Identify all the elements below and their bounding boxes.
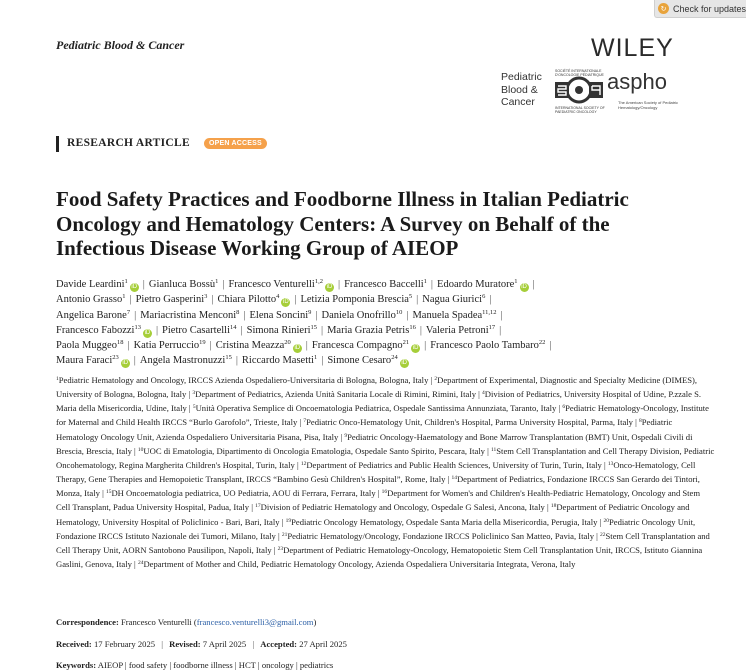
author-separator: | xyxy=(337,279,341,290)
author-separator: | xyxy=(129,294,132,306)
article-type-bar xyxy=(56,136,59,152)
affiliation-number: 24 xyxy=(137,560,144,567)
author[interactable] xyxy=(217,294,290,305)
author-affiliation-number: 21 xyxy=(402,339,410,347)
author[interactable] xyxy=(437,279,529,290)
author[interactable] xyxy=(56,355,130,366)
author-affiliation-number: 1 xyxy=(215,278,219,285)
author-affiliation-number: 11,12 xyxy=(482,308,497,316)
author-separator: | xyxy=(305,340,308,352)
author-separator: | xyxy=(222,279,225,290)
author-separator: | xyxy=(532,279,535,290)
affiliation-text: Pediatric Onco-Hematology Unit, Children's Hospital, Parma University Hospital, Parma, Italy xyxy=(306,417,633,428)
affiliation-separator: | xyxy=(279,516,286,527)
article-title: Food Safety Practices and Foodborne Illness in Italian Pediatric Oncology and Hematology Centers: A Survey on Behalf of the Infectious Disease Working Group of AIEOP xyxy=(56,187,629,260)
author-name: Simone Cesaro xyxy=(327,355,392,367)
author-affiliation-number: 9 xyxy=(308,308,312,316)
author-name: Elena Soncini xyxy=(249,309,309,321)
affiliation-number: 12 xyxy=(300,460,307,467)
affiliation-text: Stem Cell Transplantation and Cell Therapy Unit, AORN Santobono Pausilipon, Napoli, Italy xyxy=(56,530,710,555)
wiley-logo: WILEY xyxy=(591,34,674,62)
update-icon: ↻ xyxy=(658,3,669,14)
author[interactable] xyxy=(56,310,130,321)
affiliation-separator: | xyxy=(297,417,304,428)
affiliation-separator: | xyxy=(428,375,435,385)
author[interactable] xyxy=(300,294,412,305)
affiliation-separator: | xyxy=(131,559,138,570)
author-name: Manuela Spadea xyxy=(412,309,483,321)
affiliation-text: Pediatric Oncology Hematology, Ospedale Santa Maria della Misericordia, Perugia, Italy xyxy=(291,516,598,527)
keyword[interactable]: food safety xyxy=(128,660,168,670)
author[interactable] xyxy=(56,340,123,351)
affiliation-number: 22 xyxy=(600,531,606,538)
author-name: Paola Muggeo xyxy=(56,340,117,352)
affiliation-number: 20 xyxy=(603,517,609,524)
author-name: Francesca Compagno xyxy=(311,340,403,352)
affiliation-separator: | xyxy=(544,502,551,513)
affiliation-number: 5 xyxy=(192,404,196,411)
author-separator: | xyxy=(211,294,214,306)
affiliation-number: 9 xyxy=(344,432,348,439)
author-separator: | xyxy=(155,324,159,336)
author-name: Maura Faraci xyxy=(56,355,113,367)
author[interactable] xyxy=(56,294,125,305)
author[interactable] xyxy=(422,294,485,305)
check-for-updates-label: Check for updates xyxy=(673,3,746,14)
author[interactable] xyxy=(56,325,152,336)
author-separator: | xyxy=(127,340,130,352)
affiliation-number: 18 xyxy=(550,503,557,510)
affiliation-text: Pediatric Hematology/Oncology, Fondazione IRCCS Policlinico San Matteo, Pavia, Italy xyxy=(287,530,594,541)
affiliation-separator: | xyxy=(445,474,452,485)
author-separator: | xyxy=(424,340,427,352)
author-separator: | xyxy=(243,309,246,321)
author-name: Simona Rinieri xyxy=(246,324,311,336)
author-separator: | xyxy=(489,294,492,306)
aspho-subtitle: The American Society of Pediatric Hematology/Oncology xyxy=(618,100,679,110)
author-separator: | xyxy=(500,309,503,321)
affiliation-text: Pediatric Oncology-Haematology and Bone Marrow Transplantation (BMT) Unit, Ospedali Civili di Brescia, Brescia, Italy xyxy=(56,431,693,456)
keyword-separator: | xyxy=(232,660,239,670)
affiliation-separator: | xyxy=(294,459,301,470)
affiliation-separator: | xyxy=(186,403,193,414)
author-affiliation-number: 17 xyxy=(488,323,496,331)
check-for-updates-button[interactable] xyxy=(654,0,746,18)
author-separator: | xyxy=(209,340,212,352)
author-separator: | xyxy=(430,279,434,290)
author[interactable] xyxy=(242,355,317,366)
affiliation-separator: | xyxy=(249,502,256,513)
affiliation-separator: | xyxy=(338,431,345,442)
author-affiliation-number: 14 xyxy=(230,323,237,331)
keyword-separator: | xyxy=(293,660,300,670)
author-separator: | xyxy=(294,294,297,306)
author-separator: | xyxy=(416,294,419,306)
author-affiliation-number: 1 xyxy=(313,354,318,362)
affiliation-text: Pediatric Hematology Oncology Unit, Azienda Ospedaliero Universitaria Pisana, Pisa, Italy xyxy=(56,417,673,442)
author-name: Angelica Barone xyxy=(56,309,127,321)
orcid-icon[interactable]: iD xyxy=(326,284,333,290)
author-separator: | xyxy=(406,309,409,321)
affiliation-separator: | xyxy=(476,389,483,400)
author-affiliation-number: 1 xyxy=(122,293,126,301)
orcid-icon[interactable]: iD xyxy=(521,284,527,290)
open-access-badge: OPEN ACCESS xyxy=(204,138,267,149)
orcid-icon[interactable]: iD xyxy=(144,329,151,336)
author-affiliation-number: 5 xyxy=(408,293,413,301)
affiliation-number: 17 xyxy=(255,503,261,510)
affiliation-number: 7 xyxy=(303,418,307,425)
affiliation-number: 10 xyxy=(137,446,144,453)
author-affiliation-number: 23 xyxy=(112,354,119,362)
author-name: Antonio Grasso xyxy=(56,294,123,306)
author-affiliation-number: 15 xyxy=(225,354,232,362)
affiliation-separator: | xyxy=(99,488,106,499)
affiliation-number: 8 xyxy=(638,418,642,425)
affiliation-text: Department of Pediatric Hematology-Oncology, Hematopoietic Stem Cell Transplantation Unit, IRCCS, Istituto Giannina Gaslini, Genova, Italy xyxy=(56,544,703,570)
author-affiliation-number: 1 xyxy=(423,278,427,285)
keyword-separator: | xyxy=(167,660,174,670)
author-separator: | xyxy=(419,324,422,336)
author-separator: | xyxy=(235,355,238,367)
affiliation-separator: | xyxy=(594,530,601,541)
article-type: RESEARCH ARTICLE xyxy=(67,137,190,149)
author[interactable] xyxy=(136,294,208,305)
author-affiliation-number: 10 xyxy=(395,308,403,316)
author[interactable] xyxy=(56,279,139,290)
author[interactable] xyxy=(327,355,408,366)
author-affiliation-number: 15 xyxy=(310,323,317,331)
author[interactable] xyxy=(247,325,317,336)
author-affiliation-number: 1 xyxy=(124,278,128,285)
affiliation-number: 4 xyxy=(482,390,485,397)
correspondence-label: Correspondence: xyxy=(56,617,119,627)
author-affiliation-number: 13 xyxy=(134,323,141,331)
orcid-icon[interactable]: iD xyxy=(294,345,301,352)
author-separator: | xyxy=(499,324,502,336)
journal-name: Pediatric Blood & Cancer xyxy=(56,38,185,52)
keyword-separator: | xyxy=(122,660,129,670)
author-affiliation-number: 1,2 xyxy=(314,278,323,285)
affiliation-separator: | xyxy=(632,417,639,428)
affiliation-text: Department of Pediatrics and Public Health Sciences, University of Turin, Turin, Italy xyxy=(306,459,602,470)
revised-date: 7 April 2025 xyxy=(202,639,247,649)
affiliation-number: 11 xyxy=(490,446,497,453)
affiliation-text: Department of Pediatrics, Fondazione IRCCS San Gerardo dei Tintori, Monza, Italy xyxy=(56,474,700,499)
affiliation-text: Division of Pediatrics, University Hospital of Udine, P.zzale S. Maria della Misericordia, Udine, Italy xyxy=(56,389,702,414)
author-name: Daniela Onofrillo xyxy=(321,309,396,321)
affiliation-separator: | xyxy=(484,445,491,456)
author-separator: | xyxy=(134,309,137,321)
keyword[interactable]: AIEOP xyxy=(97,660,123,670)
author-affiliation-number: 18 xyxy=(116,339,124,347)
affiliation-number: 23 xyxy=(277,545,284,552)
author[interactable] xyxy=(162,325,236,336)
affiliation-text: Onco-Hematology, Cell Therapy, Gene Therapies and Hemopoietic Transplant, IRCCS “Bambino Gesù Children's Hospital”, Rome, Italy xyxy=(56,459,696,485)
author-separator: | xyxy=(133,355,136,367)
author-separator: | xyxy=(315,309,318,321)
author-affiliation-number: 19 xyxy=(199,339,206,347)
siop-caption-top: SOCIÉTÉ INTERNATIONALE D'ONCOLOGIE PÉDIATRIQUE xyxy=(555,69,604,77)
affiliation-number: 13 xyxy=(607,460,614,467)
author-affiliation-number: 20 xyxy=(284,339,291,347)
affiliation-text: UOC di Ematologia, Dipartimento di Oncologia Ematologia, Ospedale Santo Spirito, Pescara, Italy xyxy=(143,445,485,456)
pbc-line: Cancer xyxy=(501,96,535,108)
author-name: Edoardo Muratore xyxy=(437,279,515,290)
author-affiliation-number: 16 xyxy=(409,323,416,331)
author[interactable] xyxy=(216,340,302,351)
affiliation-text: Unità Operativa Semplice di Oncoematologia Pediatrica, Ospedale Santissima Annunziata, Taranto, Italy xyxy=(195,403,557,414)
keyword[interactable]: oncology xyxy=(261,660,294,670)
author-name: Pietro Gasperini xyxy=(135,294,205,306)
author-affiliation-number: 6 xyxy=(482,293,486,301)
author-name: Katia Perruccio xyxy=(133,340,200,352)
author-name: Cristina Meazza xyxy=(215,340,285,352)
orcid-icon[interactable]: iD xyxy=(131,284,138,290)
affiliation-text: Department of Pediatric Oncology and Hematology, University Hospital of Policlinico - Bari, Bari, Italy xyxy=(56,502,690,527)
affiliation-text: Pediatric Oncology Unit, Fondazione IRCCS Istituto Nazionale dei Tumori, Milano, Italy xyxy=(56,516,696,541)
siop-caption-bottom: INTERNATIONAL SOCIETY OF PAEDIATRIC ONCOLOGY xyxy=(555,106,605,114)
keyword-items xyxy=(98,660,333,670)
author-name: Riccardo Masetti xyxy=(241,355,314,367)
keywords xyxy=(56,660,333,670)
revised-label: Revised: xyxy=(169,639,201,649)
affiliation-separator: | xyxy=(271,544,278,555)
author-name: Pietro Casartelli xyxy=(162,324,230,336)
author-name: Mariacristina Menconi xyxy=(140,309,237,321)
siop-logo xyxy=(553,70,605,110)
author-name: Gianluca Bossù xyxy=(148,279,216,290)
author[interactable] xyxy=(430,340,545,351)
author[interactable] xyxy=(327,325,416,336)
correspondence: Correspondence: Francesco Venturelli (francesco.venturelli3@gmail.com) xyxy=(56,617,317,627)
affiliation-separator: | xyxy=(186,389,193,400)
author-separator: | xyxy=(142,279,145,290)
affiliation-number: 1 xyxy=(56,376,59,382)
received-label: Received: xyxy=(56,639,92,649)
author-name: Davide Leardini xyxy=(56,279,125,290)
author[interactable] xyxy=(228,279,334,290)
author[interactable] xyxy=(149,279,218,290)
affiliation-text: Pediatric Hematology and Oncology, IRCCS Azienda Ospedaliero-Universitaria di Bologna, Bologna, Italy xyxy=(58,375,429,385)
author-name: Francesco Fabozzi xyxy=(56,324,135,336)
author[interactable] xyxy=(412,310,496,321)
affiliation-list xyxy=(56,373,716,571)
affiliation-number: 6 xyxy=(562,404,566,411)
author[interactable] xyxy=(140,310,239,321)
author-affiliation-number: 7 xyxy=(126,308,131,316)
orcid-icon[interactable]: iD xyxy=(283,299,289,306)
author-affiliation-number: 4 xyxy=(276,293,280,301)
received-date: 17 February 2025 xyxy=(93,639,156,649)
author-separator: | xyxy=(321,355,324,367)
affiliation-number: 2 xyxy=(434,376,438,382)
author[interactable] xyxy=(426,325,495,336)
author-affiliation-number: 1 xyxy=(514,278,518,285)
affiliation-number: 16 xyxy=(381,489,388,496)
accepted-date: 27 April 2025 xyxy=(299,639,347,649)
author[interactable] xyxy=(344,279,427,290)
correspondence-name: Francesco Venturelli xyxy=(121,617,192,627)
author-affiliation-number: 3 xyxy=(204,293,208,301)
aspho-logo: aspho xyxy=(607,69,667,94)
affiliation-number: 14 xyxy=(451,475,457,482)
affiliation-text: Pediatric Hematology-Oncology, Institute for Maternal and Child Health IRCCS “Burlo Garofolo”, Trieste, Italy xyxy=(56,403,709,428)
keyword[interactable]: pediatrics xyxy=(299,660,334,670)
author[interactable] xyxy=(250,310,312,321)
affiliation-number: 19 xyxy=(285,517,292,524)
affiliation-separator: | xyxy=(597,516,604,527)
author-name: Valeria Petroni xyxy=(425,324,489,336)
author-separator: | xyxy=(240,324,243,336)
author-name: Francesco Baccelli xyxy=(344,279,424,290)
author-affiliation-number: 24 xyxy=(391,354,398,362)
author-name: Francesco Venturelli xyxy=(228,279,315,290)
author[interactable] xyxy=(322,310,403,321)
author-name: Chiara Pilotto xyxy=(217,294,277,306)
author[interactable] xyxy=(140,355,232,366)
affiliation-text: Stem Cell Transplantation and Cell Therapy Division, Pediatric Oncohematology, Regina Margherita Children's Hospital, Turin, Italy xyxy=(56,445,715,470)
orcid-icon[interactable]: iD xyxy=(412,345,419,352)
affiliation-separator: | xyxy=(275,530,282,541)
affiliation-number: 3 xyxy=(192,390,196,397)
affiliation-text: Department of Pediatrics, Azienda Unità Sanitaria Locale di Rimini, Rimini, Italy xyxy=(195,389,477,400)
affiliation-separator: | xyxy=(601,459,608,470)
author-affiliation-number: 8 xyxy=(236,308,240,316)
author[interactable] xyxy=(312,340,420,351)
affiliation-text: Department for Women's and Children's Health-Pediatric Hematology, Oncology and Stem Cell Transplant, Padua University Hospital, Padua, Italy xyxy=(56,488,701,513)
affiliation-number: 15 xyxy=(105,489,112,496)
author-name: Letizia Pomponia Brescia xyxy=(300,294,409,306)
orcid-icon[interactable]: iD xyxy=(401,360,408,367)
keywords-label: Keywords: xyxy=(56,660,97,670)
affiliation-text: Department of Mother and Child, Pediatric Hematology Oncology, Azienda Ospedaliera Universitaria Integrata, Verona, Italy xyxy=(143,559,576,570)
accepted-label: Accepted: xyxy=(260,639,298,649)
author-name: Nagua Giurici xyxy=(422,294,483,306)
pbc-logo xyxy=(501,71,542,109)
affiliation-text: Department of Experimental, Diagnostic and Specialty Medicine (DIMES), University of Bologna, Bologna, Italy xyxy=(56,375,698,400)
keyword[interactable]: foodborne illness xyxy=(173,660,233,670)
author-name: Maria Grazia Petris xyxy=(327,324,410,336)
affiliation-number: 21 xyxy=(281,531,288,538)
article-dates: Received: 17 February 2025 | Revised: 7 April 2025 | Accepted: 27 April 2025 xyxy=(56,639,347,649)
author-affiliation-number: 22 xyxy=(538,339,546,347)
author-separator: | xyxy=(320,324,324,336)
keyword[interactable]: HCT xyxy=(238,660,256,670)
affiliation-separator: | xyxy=(375,488,382,499)
author-name: Angela Mastronuzzi xyxy=(139,355,226,367)
orcid-icon[interactable]: iD xyxy=(122,360,129,367)
author-list xyxy=(56,277,706,369)
correspondence-email[interactable]: francesco.venturelli3@gmail.com xyxy=(196,617,314,627)
affiliation-separator: | xyxy=(556,403,563,414)
author-name: Francesco Paolo Tambaro xyxy=(430,340,539,352)
keyword-separator: | xyxy=(255,660,262,670)
author-separator: | xyxy=(549,340,552,352)
pbc-line: Pediatric xyxy=(501,71,542,83)
author[interactable] xyxy=(134,340,206,351)
affiliation-separator: | xyxy=(131,445,138,456)
pbc-line: Blood & xyxy=(501,83,538,96)
affiliation-text: DH Oncoematologia pediatrica, UO Pediatria, AOU di Ferrara, Ferrara, Italy xyxy=(111,488,376,499)
affiliation-text: Division of Pediatric Hematology and Oncology, Ospedale G Salesi, Ancona, Italy xyxy=(260,502,545,513)
